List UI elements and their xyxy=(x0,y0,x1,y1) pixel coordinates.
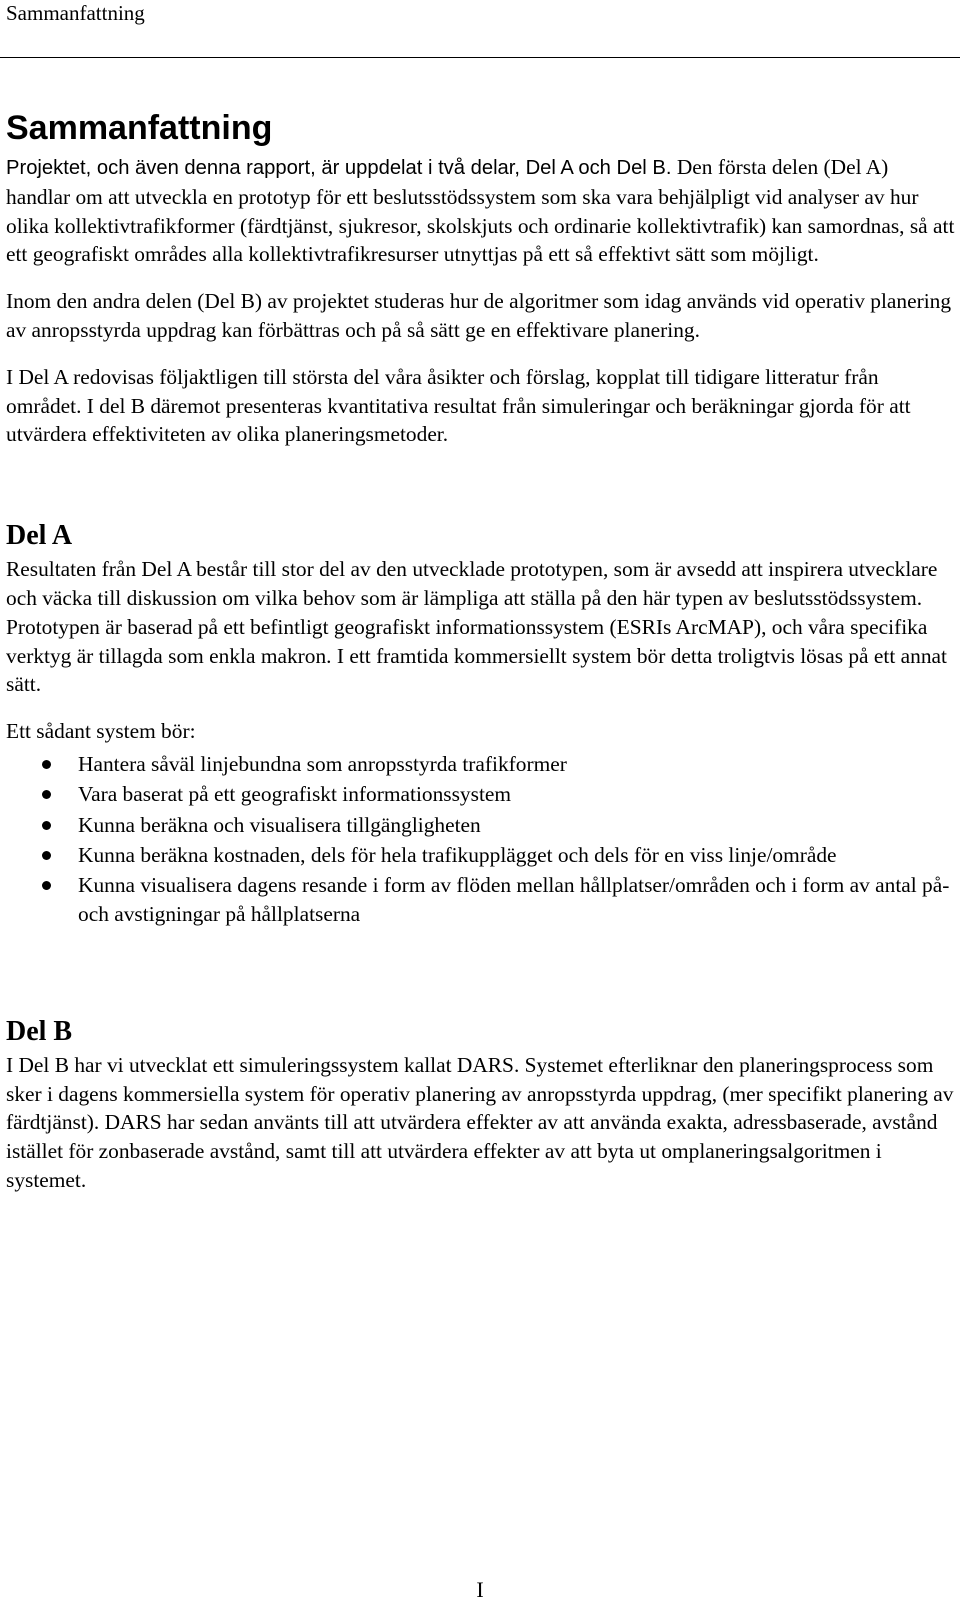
intro-paragraph-1 xyxy=(6,153,956,269)
page-number: I xyxy=(476,1577,484,1602)
del-a-list-intro: Ett sådant system bör: xyxy=(6,719,196,744)
list-item xyxy=(6,750,956,779)
bullet-icon xyxy=(42,760,51,769)
bullet-icon xyxy=(42,851,51,860)
bullet-icon xyxy=(42,790,51,799)
list-item-text: Hantera såväl linjebundna som anropsstyrda trafikformer xyxy=(78,751,567,776)
list-item-text: Kunna beräkna kostnaden, dels för hela trafikupplägget och dels för en viss linje/område xyxy=(78,842,837,867)
list-item-text: Kunna visualisera dagens resande i form av flöden mellan hållplatser/områden och i form av antal på- och avstigningar på hållplatserna xyxy=(78,873,950,926)
list-item xyxy=(6,811,956,840)
bullet-icon xyxy=(42,821,51,830)
document-body xyxy=(6,108,956,1213)
list-item-text: Kunna beräkna och visualisera tillgängligheten xyxy=(78,812,481,837)
page-title: Sammanfattning xyxy=(6,109,273,147)
intro-paragraph-2: Inom den andra delen (Del B) av projektet studeras hur de algoritmer som idag används vid operativ planering av anropsstyrda uppdrag kan förbättras och på så sätt ge en effektivare planering. xyxy=(6,289,952,342)
header-rule xyxy=(0,57,960,58)
bullet-icon xyxy=(42,881,51,890)
section-heading-del-b: Del B xyxy=(6,1015,73,1047)
section-heading-del-a: Del A xyxy=(6,520,73,552)
del-b-paragraph: I Del B har vi utvecklat ett simuleringssystem kallat DARS. Systemet efterliknar den planeringsprocess som sker i dagens kommersiella system för operativ planering av anropsstyrda uppdrag, (mer specifikt planering av färdtjänst). DARS har sedan använts till att utvärdera effekter av att använda exakta, adressbaserade, avstånd istället för zonbaserade avstånd, samt till att utvärdera effekter av att byta ut omplaneringsalgoritmen i systemet. xyxy=(6,1052,954,1192)
intro-p1-serif-span: Den första delen (Del A) handlar om att utveckla en prototyp för ett beslutsstödssystem som ska vara behjälpligt vid analyser av hur olika kollektivtrafikformer (färdtjänst, sjukresor, skolskjuts och ordinarie kollektivtrafik) kan samordnas, så att ett geografiskt områdes alla kollektivtrafikresurser utnyttjas på ett så effektivt sätt som möjligt. xyxy=(6,155,955,267)
list-item xyxy=(6,841,956,870)
intro-p1-sans-span: Projektet, och även denna rapport, är uppdelat i två delar, Del A och Del B. xyxy=(6,157,672,179)
intro-paragraph-3: I Del A redovisas följaktligen till största del våra åsikter och förslag, kopplat till tidigare litteratur från området. I del B däremot presenteras kvantitativa resultat från simuleringar och beräkningar gjorda för att utvärdera effektiviteten av olika planeringsmetoder. xyxy=(6,364,911,447)
list-item xyxy=(6,871,956,929)
del-a-bullet-list xyxy=(6,750,956,929)
running-header: Sammanfattning xyxy=(6,1,145,25)
del-a-paragraph: Resultaten från Del A består till stor del av den utvecklade prototypen, som är avsedd att inspirera utvecklare och väcka till diskussion om vilka behov som är lämpliga att ställa på den här typen av beslutsstödssystem. Prototypen är baserad på ett befintligt geografiskt informationssystem (ESRIs ArcMAP), och våra specifika verktyg är tillagda som enkla makron. I ett framtida kommersiellt system bör detta troligtvis lösas på ett annat sätt. xyxy=(6,557,947,697)
list-item xyxy=(6,780,956,809)
list-item-text: Vara baserat på ett geografiskt informationssystem xyxy=(78,782,512,807)
